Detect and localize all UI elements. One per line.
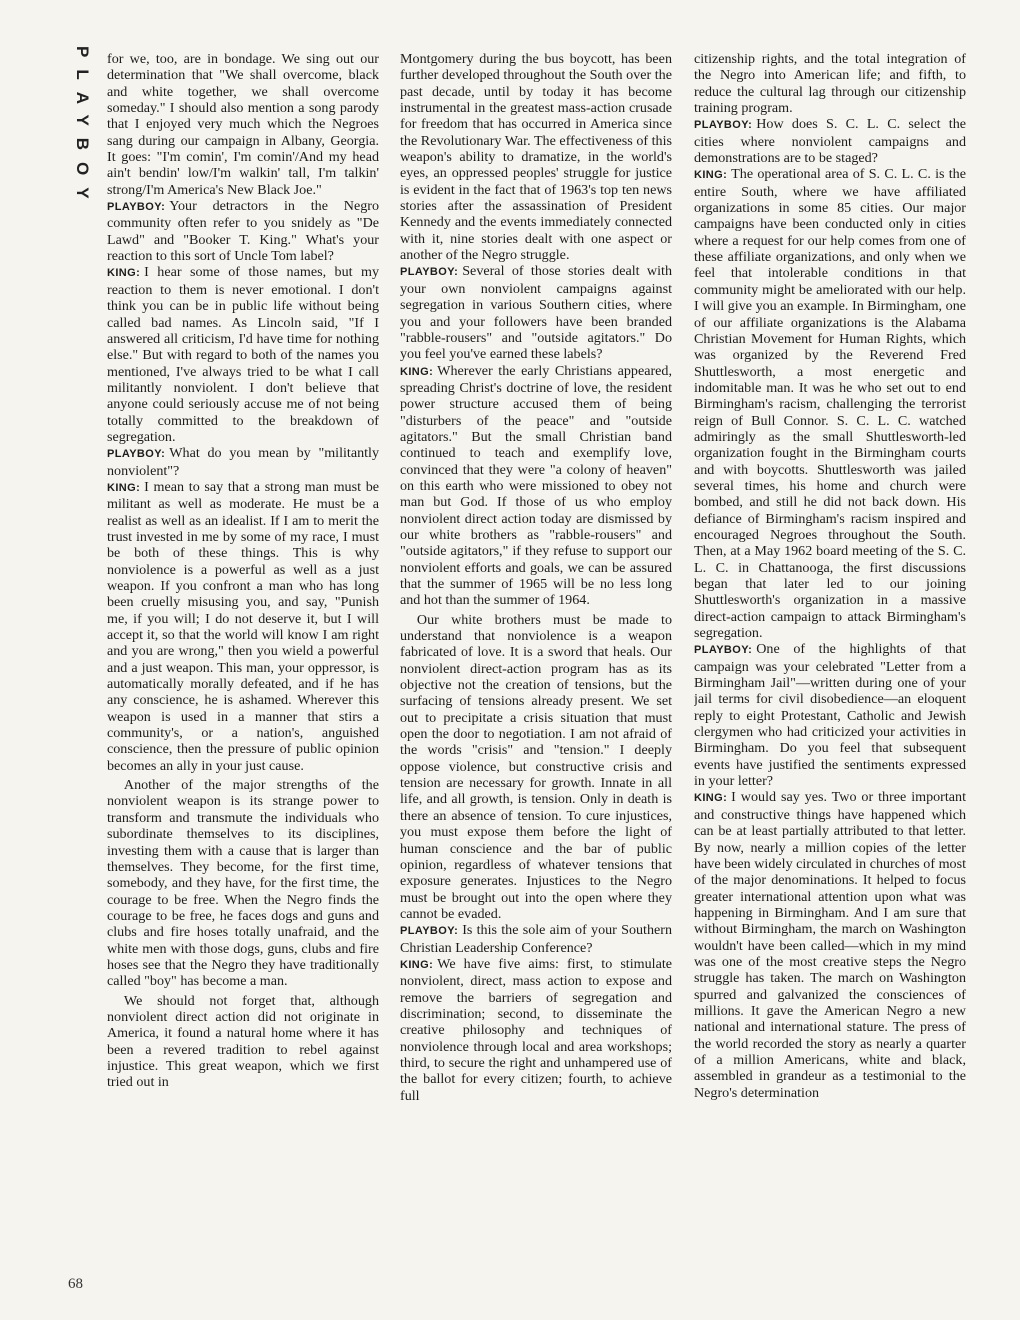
article-paragraph [400,612,672,923]
paragraph-text: Another of the major strengths of the nonviolent weapon is its strange power to transform and transmute the individuals who subordinate themselves to its disciplines, investing them with a cause that is larger than themselves. They become, for the first time, somebody, and they have, for the first time, the courage to be free. When the Negro finds the courage to be free, he faces dogs and guns and clubs and fire hoses totally unafraid, and the white men with those dogs, guns, clubs and fire hoses see that the Negro they have traditionally called "boy" has become a man. [107,777,379,990]
speaker-label: KING: [694,169,728,182]
article-paragraph [400,363,672,609]
speaker-label: PLAYBOY: [694,119,753,132]
speaker-label: KING: [694,792,728,805]
paragraph-text: The operational area of S. C. L. C. is the entire South, where we have affiliated organizations in some 85 cities. Our major campaigns have been conducted only in cities where a request for our help comes from one of these affiliate organizations, and only when we feel that intolerable conditions in that community might be ameliorated with our help. I will give you an example. In Birmingham, one of our affiliate organizations is the Alabama Christian Movement for Human Rights, which was organized by the Reverend Fred Shuttlesworth, a most energetic and indomitable man. It was he who set out to end Birmingham's racism, challenging the terrorist reign of Bull Connor. S. C. L. C. watched admiringly as the small Shuttlesworth-led organization fought in the Birmingham courts and with boycotts. Shuttlesworth was jailed several times, his home and church were bombed, and still he did not back down. His defiance of Birmingham's racism inspired and encouraged Negroes throughout the South. Then, at a May 1962 board meeting of the S. C. L. C. in Chattanooga, the first discussions began that later led to our joining Shuttlesworth's organization in a massive direct-action campaign to attack Birmingham's segregation. [694,166,966,642]
paragraph-text: We have five aims: first, to stimulate nonviolent, direct, mass action to expose and remove the barriers of segregation and discrimination; second, to disseminate the creative philosophy and techniques of nonviolence through local and area workshops; third, to secure the right and unhampered use of the ballot for every citizen; fourth, to achieve full [400,955,672,1104]
text-column-2 [400,51,672,1301]
text-column-1 [107,51,379,1301]
speaker-label: KING: [400,958,434,971]
article-paragraph [694,51,966,116]
paragraph-text: We should not forget that, although nonviolent direct action did not originate in America, it found a natural home where it has been a revered tradition to rebel against injustice. This great weapon, which we first tried out in [107,992,379,1091]
text-column-3 [694,51,966,1301]
article-paragraph [107,777,379,989]
article-paragraph [400,956,672,1104]
paragraph-text: citizenship rights, and the total integration of the Negro into American life; and fifth, to reduce the cultural lag through our citizenship training program. [694,51,966,117]
speaker-label: PLAYBOY: [107,201,166,214]
paragraph-text: I hear some of those names, but my reaction to them is never emotional. I don't think you can be in public life without being called bad names. As Lincoln said, "If I answered all criticism, I'd have time for nothing else." But with regard to both of the names you mentioned, I've always tried to be what I call militantly nonviolent. I don't believe that anyone could seriously accuse me of not being totally committed to the breakdown of segregation. [107,264,379,445]
paragraph-text: How does S. C. L. C. select the cities where nonviolent campaigns and demonstrations are to be staged? [694,116,966,167]
speaker-label: KING: [107,267,141,280]
paragraph-text: What do you mean by "militantly nonviolent"? [107,445,379,479]
paragraph-text: for we, too, are in bondage. We sing out our determination that "We shall overcome, black and white together, we shall overcome someday." I should also mention a song parody that I enjoyed very much which the Negroes sang during our campaign in Albany, Georgia. It goes: "I'm comin', I'm comin'/And my head ain't bendin' low/I'm walkin' tall, I'm talkin' strong/I'm America's New Black Joe." [107,51,379,198]
paragraph-text: Is this the sole aim of your Southern Christian Leadership Conference? [400,922,672,956]
paragraph-text: I mean to say that a strong man must be militant as well as moderate. He must be a realist as well as an idealist. If I am to merit the trust invested in me by some of my race, I must be both of these things. This is why nonviolence is a powerful as well as a just weapon. If you confront a man who has long been cruelly misusing you, and say, "Punish me, if you will; I do not deserve it, but I will accept it, so that the world will know I am right and you are wrong," then you wield a powerful and a just weapon. This man, your oppressor, is automatically morally defeated, and if he has any conscience, he is ashamed. Wherever this weapon is used in a manner that stirs a community's, or a nation's, anguished conscience, then the pressure of public opinion becomes an ally in your just cause. [107,478,379,774]
speaker-label: PLAYBOY: [107,448,166,461]
page-number: 68 [68,1276,83,1292]
article-paragraph [107,198,379,264]
paragraph-text: Wherever the early Christians appeared, spreading Christ's doctrine of love, the resident power structure accused them of being "disturbers of the peace" and "outside agitators." But the small Christian band continued to teach and exemplify love, convinced that they were "a colony of heaven" on this earth who were missioned to obey not man but God. If those of us who employ nonviolent direct action today are dismissed by our white brothers as "rabble-rousers" and "outside agitators," if they refuse to support our nonviolent efforts and goals, we can be assured that the summer of 1965 will be no less long and hot than the summer of 1964. [400,362,672,609]
article-paragraph [694,789,966,1101]
speaker-label: PLAYBOY: [400,925,459,938]
paragraph-text: One of the highlights of that campaign was your celebrated "Letter from a Birmingham Jail"—written during one of your jail terms for civil disobedience—an eloquent reply to eight Protestant, Catholic and Jewish clergymen who had criticized your activities in Birmingham. Do you feel that subsequent events have justified the sentiments expressed in your letter? [694,641,966,790]
article-paragraph [107,264,379,445]
article-paragraph [107,445,379,479]
masthead [70,46,98,211]
paragraph-text: Several of those stories dealt with your own nonviolent campaigns against segregation in various Southern cities, where you and your followers have been branded "rabble-rousers" and "outside agitators." Do you feel you've earned these labels? [400,263,672,363]
article-paragraph [694,641,966,789]
article-paragraph [694,116,966,166]
speaker-label: PLAYBOY: [400,266,459,279]
masthead-text: PLAYBOY [73,46,92,211]
article-paragraph [694,166,966,641]
article-paragraph [107,993,379,1091]
paragraph-text: I would say yes. Two or three important and constructive things have happened which can be at least partially attributed to that letter. By now, nearly a million copies of the letter have been widely circulated in churches of most of the major denominations. It helped to focus greater international attention upon what was happening in Birmingham. And I am sure that without Birmingham, the march on Washington wouldn't have been called—which in my mind was one of the most creative steps the Negro struggle has taken. The march on Washington spurred and galvanized the consciences of millions. It gave the American Negro a new national and international stature. The press of the world recorded the story as nearly a quarter of a million Americans, white and black, assembled in grandeur as a testimonial to the Negro's determination [694,789,966,1101]
article-paragraph [400,922,672,956]
paragraph-text: Our white brothers must be made to understand that nonviolence is a weapon fabricated of love. It is a sword that heals. Our nonviolent direct-action program has as its objective not the creation of tensions, but the surfacing of tensions already present. We set out to precipitate a crisis situation that must open the door to negotiation. I am not afraid of the words "crisis" and "tension." I deeply oppose violence, but constructive crisis and tension are necessary for growth. Innate in all life, and all growth, is tension. Only in death is there an absence of tension. To cure injustices, you must expose them before the light of human conscience and the bar of public opinion, regardless of whatever tensions that exposure generates. Injustices to the Negro must be brought out into the open where they cannot be evaded. [400,611,672,922]
article-paragraph [107,479,379,774]
article-paragraph [400,263,672,362]
article-paragraph [107,51,379,198]
paragraph-text: Your detractors in the Negro community often refer to you snidely as "De Lawd" and "Booker T. King." What's your reaction to this sort of Uncle Tom label? [107,198,379,265]
speaker-label: PLAYBOY: [694,644,753,657]
speaker-label: KING: [107,481,141,494]
speaker-label: KING: [400,365,434,378]
paragraph-text: Montgomery during the bus boycott, has been further developed throughout the South over the past decade, until by today it has become instrumental in the greatest mass-action crusade for freedom that has occurred in America since the Revolutionary War. The effectiveness of this weapon's ability to dramatize, in the world's eyes, an oppressed peoples' struggle for justice is evident in the fact that of 1963's top ten news stories after the assassination of President Kennedy and the events immediately connected with it, nine stories dealt with one aspect or another of the Negro struggle. [400,51,672,264]
article-paragraph [400,51,672,263]
